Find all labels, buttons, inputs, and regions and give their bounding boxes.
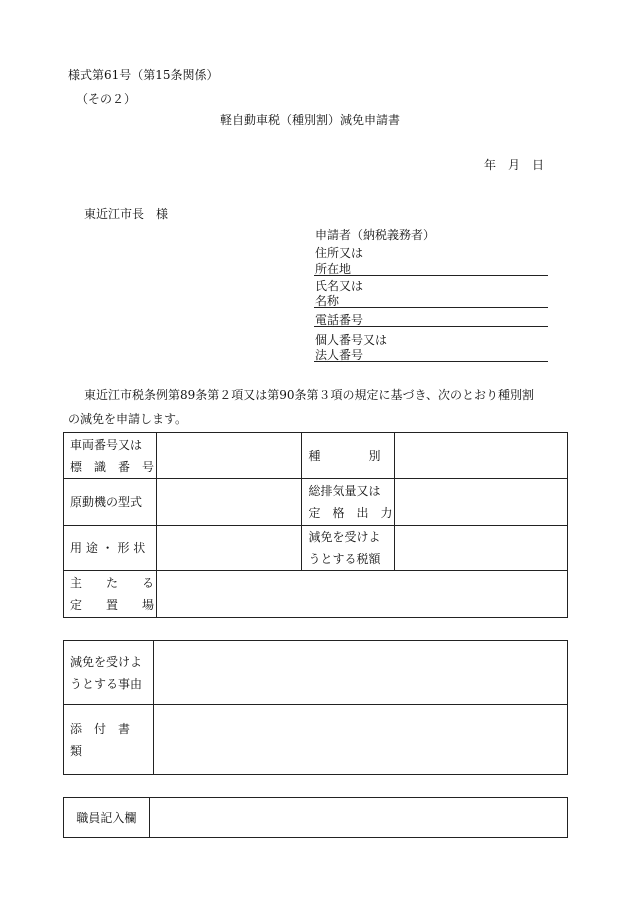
storage-location-value[interactable] (156, 571, 567, 618)
displacement-label: 総排気量又は 定 格 出 力 (302, 479, 395, 526)
applicant-heading: 申請者（納税義務者） (315, 228, 436, 242)
addressee: 東近江市長 様 (84, 207, 169, 221)
vehicle-type-value[interactable] (395, 433, 568, 479)
displacement-value[interactable] (395, 479, 568, 526)
reason-table (63, 640, 568, 775)
engine-model-value[interactable] (156, 479, 302, 526)
use-shape-label: 用 途 ・ 形 状 (64, 526, 157, 571)
name-line (314, 307, 548, 308)
storage-location-label: 主 た る 定 置 場 (64, 571, 157, 618)
use-shape-value[interactable] (156, 526, 302, 571)
form-title: 軽自動車税（種別割）減免申請書 (220, 113, 401, 127)
reduction-amount-label: 減免を受けよ うとする税額 (302, 526, 395, 571)
form-number: 様式第61号（第15条関係） (68, 68, 219, 82)
attachments-value[interactable] (153, 705, 567, 775)
id-label-2: 法人番号 (315, 348, 364, 362)
phone-line (314, 326, 548, 327)
staff-entry-value[interactable] (149, 798, 567, 838)
staff-entry-label: 職員記入欄 (64, 798, 150, 838)
address-label-2: 所在地 (315, 262, 352, 276)
statement-line-1: 東近江市税条例第89条第２項又は第90条第３項の規定に基づき、次のとおり種別割 (84, 388, 535, 402)
vehicle-table (63, 432, 568, 618)
staff-table (63, 797, 568, 838)
engine-model-label: 原動機の型式 (64, 479, 157, 526)
id-label-1: 個人番号又は (315, 333, 388, 347)
vehicle-number-label: 車両番号又は 標 識 番 号 (64, 433, 157, 479)
date-field: 年 月 日 (484, 158, 545, 172)
address-line (314, 275, 548, 276)
name-label-2: 名称 (315, 294, 340, 308)
reason-value[interactable] (153, 641, 567, 705)
name-label-1: 氏名又は (315, 279, 364, 293)
reason-label: 減免を受けよ うとする事由 (64, 641, 154, 705)
reduction-amount-value[interactable] (395, 526, 568, 571)
phone-label: 電話番号 (315, 313, 364, 327)
vehicle-number-value[interactable] (156, 433, 302, 479)
attachments-label: 添 付 書 類 (64, 705, 154, 775)
form-sub-number: （その２） (76, 92, 137, 106)
statement-line-2: の減免を申請します。 (68, 412, 188, 426)
id-line (314, 361, 548, 362)
address-label-1: 住所又は (315, 246, 364, 260)
vehicle-type-label: 種 別 (302, 433, 395, 479)
